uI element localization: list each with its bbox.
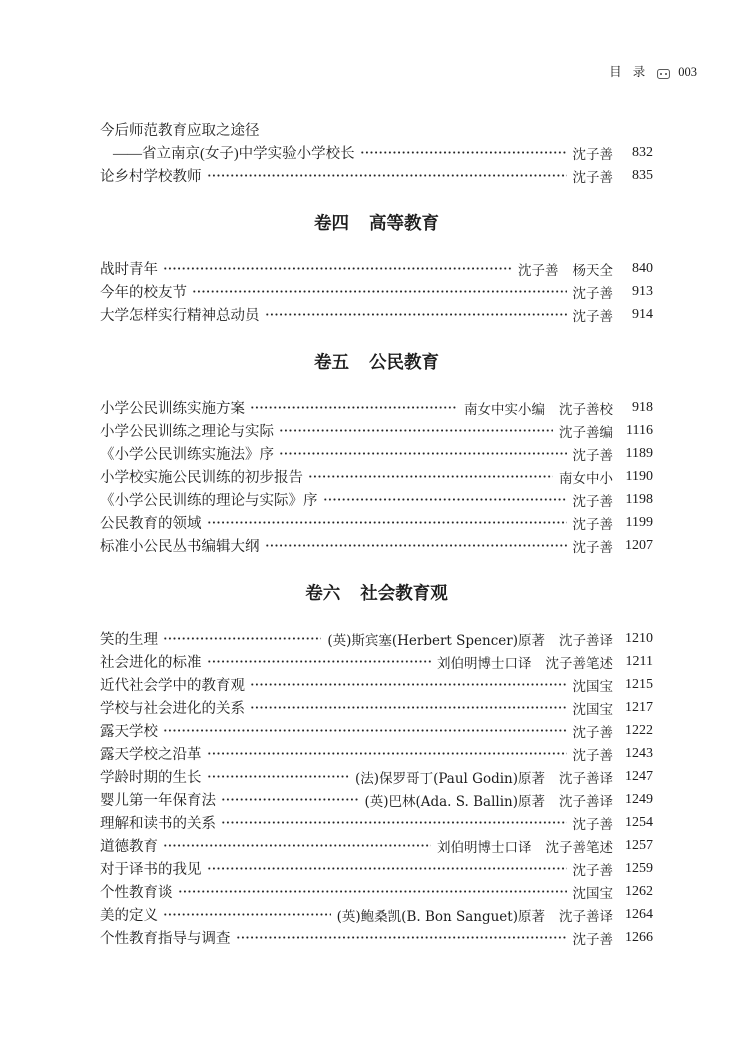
- dot-leader: [207, 174, 567, 177]
- entry-title: 露天学校之沿革: [100, 747, 202, 763]
- ornament-icon: [657, 67, 670, 77]
- toc-entry: [100, 811, 653, 834]
- toc-entry: [100, 534, 653, 557]
- toc-entry: [100, 488, 653, 511]
- entry-author: 沈子善笔述: [545, 839, 613, 856]
- dot-leader: [163, 637, 321, 640]
- toc-entry: [100, 164, 653, 187]
- entry-title: 今年的校友节: [100, 285, 187, 301]
- entry-subtitle: ——省立南京(女子)中学实验小学校长: [113, 146, 355, 162]
- entry-authors: [573, 143, 614, 163]
- entry-authors: [573, 305, 614, 325]
- toc-entry: [100, 880, 653, 903]
- dot-leader: [163, 844, 431, 847]
- entry-authors: [573, 882, 614, 902]
- toc-entry: [100, 280, 653, 303]
- entry-author: 沈子善校: [559, 401, 613, 418]
- toc-entry: [100, 834, 653, 857]
- entry-title: 婴儿第一年保育法: [100, 793, 216, 809]
- entry-title: 公民教育的领域: [100, 516, 202, 532]
- entry-authors: [559, 467, 613, 487]
- toc-entry: [100, 627, 653, 650]
- toc-entry: [100, 903, 653, 926]
- dot-leader: [308, 475, 553, 478]
- header-title: 目 录: [609, 65, 650, 79]
- toc-entry: [100, 650, 653, 673]
- entry-author: 沈子善译: [559, 908, 613, 925]
- entry-page-number: 1247: [625, 768, 653, 784]
- dot-leader: [360, 151, 567, 154]
- dot-leader: [250, 706, 567, 709]
- dot-leader: [221, 821, 567, 824]
- entry-title: 小学校实施公民训练的初步报告: [100, 470, 303, 486]
- entry-author: 刘伯明博士口译: [437, 655, 532, 672]
- section-heading: [100, 326, 653, 396]
- toc-entry: [100, 696, 653, 719]
- entry-author: 沈子善: [572, 516, 613, 533]
- entry-page-number: 1262: [625, 883, 653, 899]
- entry-authors: [559, 421, 613, 441]
- entry-author: (英)鲍桑凯(B. Bon Sanguet)原著: [336, 908, 545, 925]
- entry-author: (英)斯宾塞(Herbert Spencer)原著: [327, 632, 545, 649]
- entry-title: 露天学校: [100, 724, 158, 740]
- entry-authors: [518, 259, 613, 279]
- entry-author: 沈国宝: [572, 678, 613, 695]
- entry-authors: [573, 859, 614, 879]
- entry-title: 战时青年: [100, 262, 158, 278]
- toc-entry: [100, 719, 653, 742]
- entry-page-number: 1211: [625, 653, 653, 669]
- entry-authors: [573, 513, 614, 533]
- entry-author: 沈国宝: [572, 885, 613, 902]
- entry-page-number: 1215: [625, 676, 653, 692]
- entry-author: (法)保罗哥丁(Paul Godin)原著: [355, 770, 545, 787]
- entry-authors: [364, 790, 613, 810]
- toc-entry: [100, 857, 653, 880]
- entry-author: 沈子善: [572, 931, 613, 948]
- dot-leader: [265, 313, 567, 316]
- header-page-number: 003: [678, 65, 697, 79]
- entry-authors: [337, 905, 613, 925]
- entry-authors: [573, 166, 614, 186]
- section-name: 社会教育观: [360, 583, 448, 604]
- entry-title: 美的定义: [100, 908, 158, 924]
- section-heading: [100, 187, 653, 257]
- dot-leader: [279, 429, 553, 432]
- entry-page-number: 913: [632, 283, 653, 299]
- entry-author: 沈子善: [572, 308, 613, 325]
- entry-authors: [573, 536, 614, 556]
- table-of-contents: [100, 118, 653, 949]
- section-volume: 卷六: [305, 583, 341, 604]
- entry-author: 沈子善: [572, 539, 613, 556]
- entry-page-number: 835: [632, 167, 653, 183]
- dot-leader: [250, 406, 458, 409]
- toc-entry: [100, 257, 653, 280]
- section-volume: 卷五: [314, 352, 349, 373]
- entry-page-number: 1190: [625, 468, 653, 484]
- section-name: 公民教育: [369, 352, 439, 373]
- dot-leader: [323, 498, 567, 501]
- entry-page-number: 832: [632, 144, 653, 160]
- dot-leader: [207, 752, 567, 755]
- dot-leader: [279, 452, 567, 455]
- entry-title: 学校与社会进化的关系: [100, 701, 245, 717]
- entry-title: 道德教育: [100, 839, 158, 855]
- dot-leader: [250, 683, 567, 686]
- entry-page-number: 1266: [625, 929, 653, 945]
- entry-page-number: 1259: [625, 860, 653, 876]
- entry-authors: [573, 928, 614, 948]
- entry-authors: [327, 629, 613, 649]
- entry-author: 沈子善译: [559, 770, 613, 787]
- running-header: [609, 64, 697, 80]
- entry-author: 沈子善: [572, 724, 613, 741]
- entry-page-number: 1217: [625, 699, 653, 715]
- toc-entry: [100, 765, 653, 788]
- entry-author: 沈子善: [572, 447, 613, 464]
- entry-page-number: 1189: [625, 445, 653, 461]
- entry-author: 沈国宝: [572, 701, 613, 718]
- entry-authors: [573, 490, 614, 510]
- entry-author: (英)巴林(Ada. S. Ballin)原著: [364, 793, 545, 810]
- entry-title: 个性教育谈: [100, 885, 173, 901]
- dot-leader: [221, 798, 358, 801]
- entry-author: 沈子善译: [559, 793, 613, 810]
- entry-authors: [573, 675, 614, 695]
- entry-page-number: 1116: [626, 422, 653, 438]
- entry-page-number: 1199: [625, 514, 653, 530]
- entry-author: 沈子善: [572, 146, 613, 163]
- entry-page-number: 918: [632, 399, 653, 415]
- entry-page-number: 840: [632, 260, 653, 276]
- toc-entry: [100, 419, 653, 442]
- entry-page-number: 1210: [625, 630, 653, 646]
- entry-title: 大学怎样实行精神总动员: [100, 308, 260, 324]
- entry-author: 刘伯明博士口译: [437, 839, 532, 856]
- toc-entry: [100, 141, 653, 164]
- entry-page-number: 914: [632, 306, 653, 322]
- entry-author: 沈子善: [572, 816, 613, 833]
- entry-authors: [437, 652, 613, 672]
- entry-author: 沈子善: [572, 169, 613, 186]
- entry-page-number: 1207: [625, 537, 653, 553]
- entry-title: 论乡村学校教师: [100, 169, 202, 185]
- entry-title: 理解和读书的关系: [100, 816, 216, 832]
- entry-author: 沈子善笔述: [545, 655, 613, 672]
- entry-author: 南女中小: [559, 470, 613, 487]
- entry-page-number: 1243: [625, 745, 653, 761]
- entry-title: 今后师范教育应取之途径: [100, 123, 260, 139]
- entry-page-number: 1249: [625, 791, 653, 807]
- dot-leader: [207, 775, 350, 778]
- toc-entry-title-line: [100, 118, 653, 141]
- entry-page-number: 1257: [625, 837, 653, 853]
- entry-author: 沈子善: [518, 262, 559, 279]
- section-heading: [100, 557, 653, 627]
- dot-leader: [236, 936, 567, 939]
- entry-authors: [573, 744, 614, 764]
- entry-author: 沈子善编: [559, 424, 613, 441]
- entry-authors: [573, 282, 614, 302]
- toc-entry: [100, 396, 653, 419]
- entry-title: 近代社会学中的教育观: [100, 678, 245, 694]
- entry-author: 沈子善: [572, 493, 613, 510]
- entry-authors: [573, 813, 614, 833]
- entry-author: 沈子善: [572, 862, 613, 879]
- entry-authors: [464, 398, 613, 418]
- dot-leader: [163, 913, 331, 916]
- entry-title: 小学公民训练之理论与实际: [100, 424, 274, 440]
- entry-page-number: 1198: [625, 491, 653, 507]
- section-name: 高等教育: [369, 213, 439, 234]
- dot-leader: [207, 867, 567, 870]
- entry-author: 南女中实小编: [464, 401, 545, 418]
- toc-entry: [100, 742, 653, 765]
- entry-authors: [437, 836, 613, 856]
- entry-page-number: 1222: [625, 722, 653, 738]
- section-volume: 卷四: [314, 213, 349, 234]
- toc-entry: [100, 303, 653, 326]
- toc-entry: [100, 442, 653, 465]
- dot-leader: [207, 521, 567, 524]
- dot-leader: [163, 267, 512, 270]
- dot-leader: [207, 660, 432, 663]
- dot-leader: [178, 890, 567, 893]
- entry-title: 小学公民训练实施方案: [100, 401, 245, 417]
- entry-title: 笑的生理: [100, 632, 158, 648]
- entry-title: 《小学公民训练实施法》序: [100, 447, 274, 463]
- dot-leader: [192, 290, 567, 293]
- entry-authors: [573, 444, 614, 464]
- entry-author: 沈子善译: [559, 632, 613, 649]
- dot-leader: [163, 729, 567, 732]
- entry-author: 沈子善: [572, 285, 613, 302]
- entry-title: 社会进化的标准: [100, 655, 202, 671]
- entry-author: 杨天全: [572, 262, 613, 279]
- entry-title: 学龄时期的生长: [100, 770, 202, 786]
- entry-authors: [573, 698, 614, 718]
- entry-author: 沈子善: [572, 747, 613, 764]
- toc-entry: [100, 465, 653, 488]
- entry-title: 标准小公民丛书编辑大纲: [100, 539, 260, 555]
- toc-entry: [100, 926, 653, 949]
- toc-entry: [100, 673, 653, 696]
- entry-title: 个性教育指导与调查: [100, 931, 231, 947]
- toc-entry: [100, 511, 653, 534]
- entry-page-number: 1254: [625, 814, 653, 830]
- entry-title: 对于译书的我见: [100, 862, 202, 878]
- entry-authors: [573, 721, 614, 741]
- dot-leader: [265, 544, 567, 547]
- entry-authors: [355, 767, 613, 787]
- entry-page-number: 1264: [625, 906, 653, 922]
- entry-title: 《小学公民训练的理论与实际》序: [100, 493, 318, 509]
- toc-entry: [100, 788, 653, 811]
